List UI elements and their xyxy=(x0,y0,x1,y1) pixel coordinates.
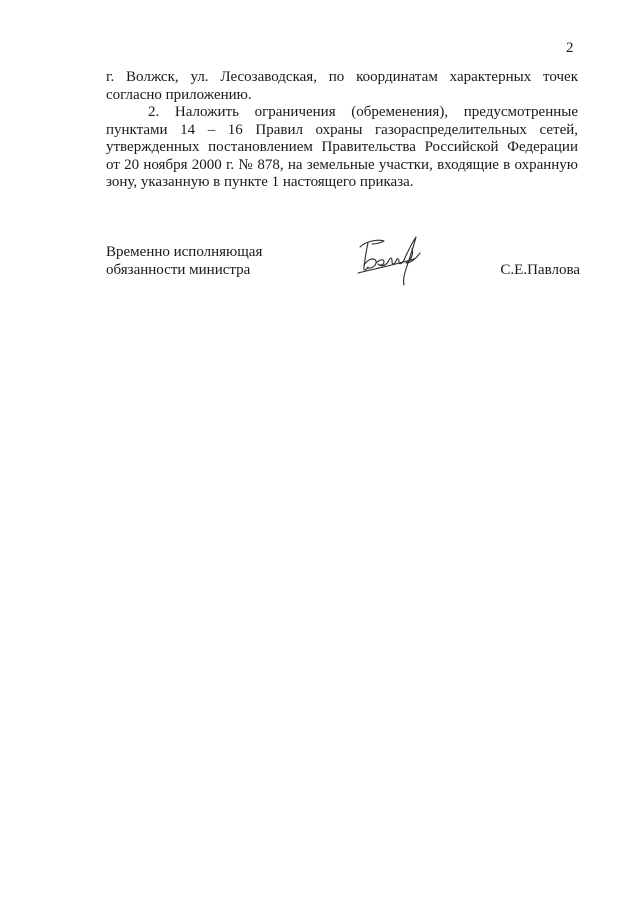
signatory-position-line: Временно исполняющая xyxy=(106,244,263,260)
body-line: согласно приложению. xyxy=(106,86,252,103)
body-line: пунктами 14 – 16 Правил охраны газораспределительных сетей, xyxy=(106,121,578,138)
signatory-position xyxy=(106,243,262,279)
signatory-position-line: обязанности министра xyxy=(106,262,251,278)
body-line: от 20 ноября 2000 г. № 878, на земельные участки, входящие в охранную xyxy=(106,156,578,173)
body-line: зону, указанную в пункте 1 настоящего приказа. xyxy=(106,174,414,190)
page-number: 2 xyxy=(566,40,574,56)
body-line: 2. Наложить ограничения (обременения), предусмотренные xyxy=(148,104,578,120)
body-line: утвержденных постановлением Правительства Российской Федерации xyxy=(106,139,578,155)
body-line: г. Волжск, ул. Лесозаводская, по координатам характерных точек xyxy=(106,69,578,85)
document-body xyxy=(106,69,578,192)
handwritten-signature-icon xyxy=(354,229,434,289)
signature-block xyxy=(106,243,580,295)
signatory-name: С.Е.Павлова xyxy=(500,262,580,278)
